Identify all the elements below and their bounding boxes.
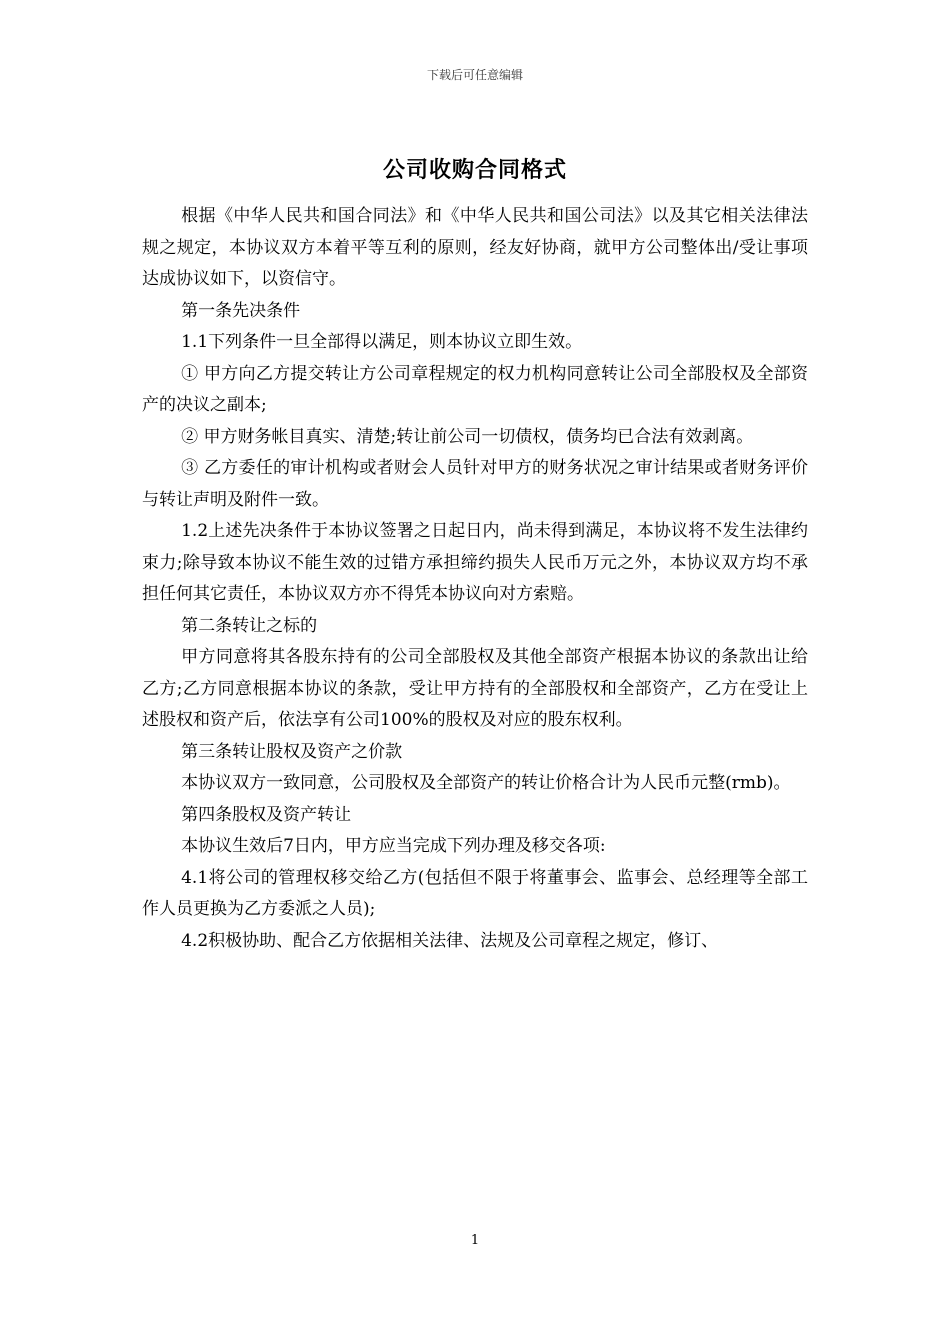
paragraph: 甲方同意将其各股东持有的公司全部股权及其他全部资产根据本协议的条款出让给乙方;乙方同意根据本协议的条款，受让甲方持有的全部股权和全部资产，乙方在受让上述股权和资产后，依法享有公司100%的股权及对应的股东权利。 — [142, 647, 808, 730]
document-body — [142, 201, 808, 957]
paragraph: 本协议双方一致同意，公司股权及全部资产的转让价格合计为人民币元整(rmb)。 — [181, 773, 791, 793]
paragraph: ② 甲方财务帐目真实、清楚;转让前公司一切债权，债务均已合法有效剥离。 — [181, 426, 754, 447]
paragraph: ③ 乙方委任的审计机构或者财会人员针对甲方的财务状况之审计结果或者财务评价与转让声明及附件一致。 — [142, 458, 808, 510]
paragraph: 1.1下列条件一旦全部得以满足，则本协议立即生效。 — [181, 332, 583, 352]
paragraph: 根据《中华人民共和国合同法》和《中华人民共和国公司法》以及其它相关法律法规之规定，本协议双方本着平等互利的原则，经友好协商，就甲方公司整体出/受让事项达成协议如下，以资信守。 — [142, 206, 808, 289]
document-title: 公司收购合同格式 — [382, 157, 567, 183]
paragraph: ① 甲方向乙方提交转让方公司章程规定的权力机构同意转让公司全部股权及全部资产的决议之副本; — [142, 363, 808, 415]
paragraph: 4.2积极协助、配合乙方依据相关法律、法规及公司章程之规定，修订、 — [181, 930, 719, 951]
paragraph: 本协议生效后7日内，甲方应当完成下列办理及移交各项: — [181, 836, 606, 856]
section-heading: 第二条转让之标的 — [181, 615, 318, 636]
paragraph: 4.1将公司的管理权移交给乙方(包括但不限于将董事会、监事会、总经理等全部工作人员更换为乙方委派之人员); — [142, 867, 808, 919]
section-heading: 第三条转让股权及资产之价款 — [181, 741, 403, 762]
section-heading: 第四条股权及资产转让 — [181, 804, 352, 825]
section-heading: 第一条先决条件 — [181, 300, 301, 321]
header-note: 下载后可任意编辑 — [426, 68, 523, 82]
paragraph: 1.2上述先决条件于本协议签署之日起日内，尚未得到满足，本协议将不发生法律约束力;除导致本协议不能生效的过错方承担缔约损失人民币万元之外，本协议双方均不承担任何其它责任，本协议双方亦不得凭本协议向对方索赔。 — [142, 521, 808, 604]
page-number: 1 — [470, 1233, 480, 1248]
